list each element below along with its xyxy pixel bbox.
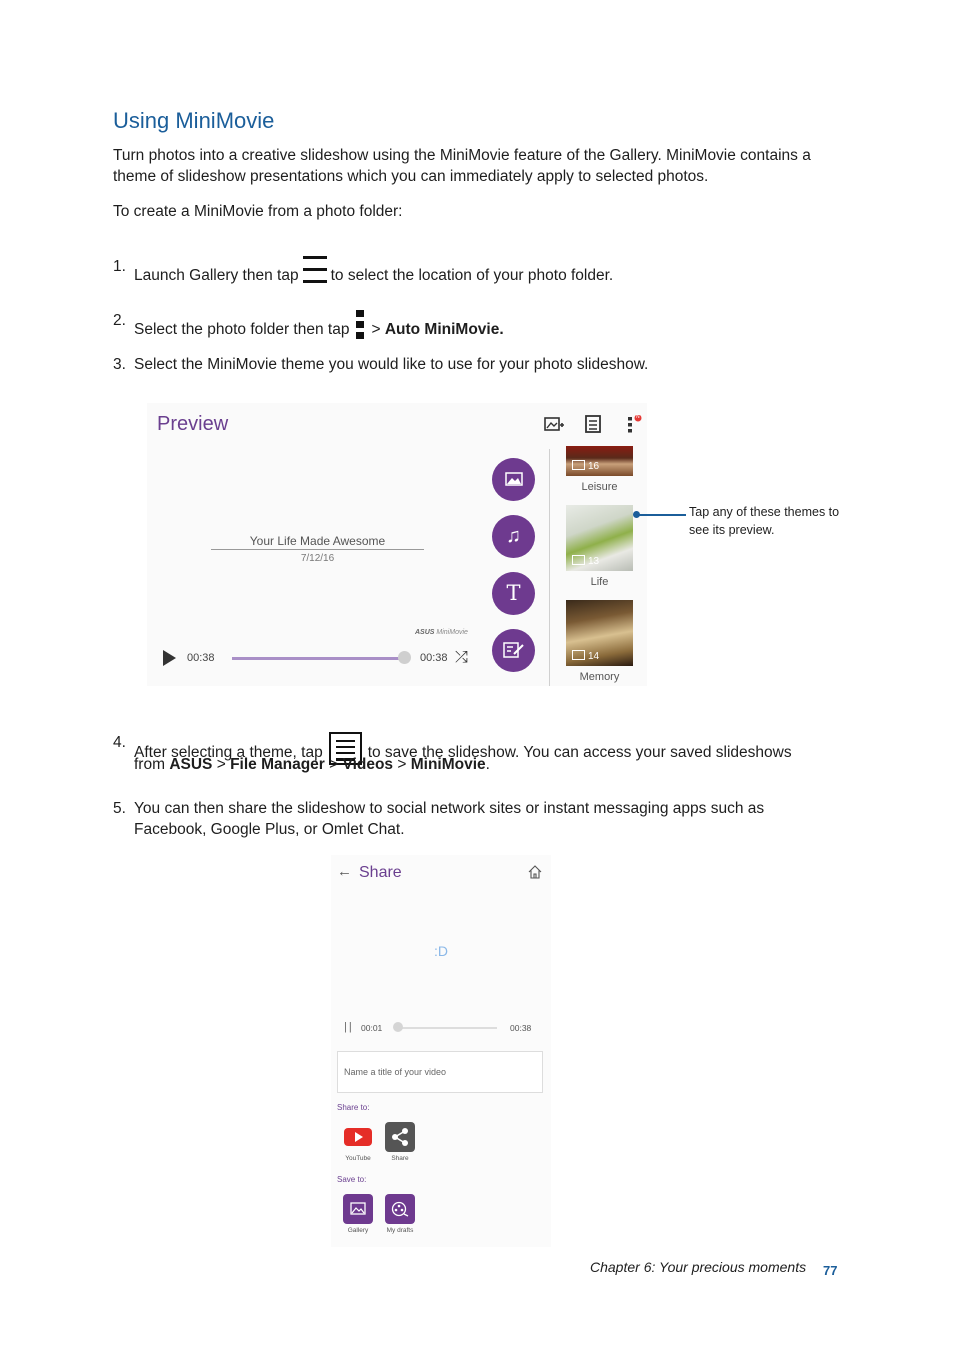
theme-label-memory: Memory (579, 671, 620, 683)
theme-thumbnail-life[interactable]: 13 (566, 505, 633, 571)
intro-instruction: To create a MiniMovie from a photo folder: (113, 203, 403, 220)
progress-knob[interactable] (398, 651, 411, 664)
video-preview: :D (434, 943, 448, 959)
time-total: 00:38 (420, 652, 448, 664)
menu-icon (303, 256, 327, 284)
share-progress-knob[interactable] (393, 1022, 403, 1032)
gallery-label: Gallery (347, 1227, 369, 1234)
share-app[interactable] (385, 1122, 415, 1152)
gallery-app[interactable] (343, 1194, 373, 1224)
image-icon[interactable] (492, 458, 535, 501)
more-icon[interactable] (625, 415, 645, 433)
share-to-label: Share to: (337, 1103, 370, 1112)
intro-paragraph: Turn photos into a creative slideshow using the MiniMovie feature of the Gallery. MiniMovie contains a theme of slideshow presentations which you can immediately apply to selected photos. (113, 147, 811, 185)
theme-thumbnail-leisure[interactable]: 16 (566, 446, 633, 476)
theme-label-life: Life (590, 576, 609, 588)
play-icon[interactable] (163, 650, 176, 666)
preview-title: Preview (157, 413, 229, 435)
more-options-icon (356, 310, 364, 340)
my-drafts-app[interactable] (385, 1194, 415, 1224)
chapter-footer: Chapter 6: Your precious moments (590, 1259, 807, 1275)
share-label: Share (391, 1155, 409, 1162)
video-title: Your Life Made Awesome (211, 534, 424, 550)
back-arrow-icon[interactable]: ← (337, 863, 352, 880)
theme-thumbnail-memory[interactable]: 14 (566, 600, 633, 666)
preview-divider (549, 449, 550, 686)
add-photo-icon[interactable] (544, 415, 564, 433)
time-elapsed: 00:38 (187, 652, 215, 664)
youtube-app[interactable] (343, 1122, 373, 1152)
video-title-input[interactable]: Name a title of your video (337, 1051, 543, 1093)
share-title: Share (359, 864, 402, 881)
share-time-elapsed: 00:01 (361, 1023, 383, 1033)
callout-line (636, 514, 686, 516)
text-icon[interactable]: T (492, 572, 535, 615)
youtube-icon (343, 1122, 373, 1152)
pause-icon[interactable]: || (344, 1021, 354, 1033)
edit-transition-icon[interactable] (492, 629, 535, 672)
share-time-total: 00:38 (510, 1023, 532, 1033)
my-drafts-label: My drafts (386, 1227, 414, 1234)
save-icon[interactable] (584, 415, 604, 433)
progress-track[interactable] (232, 657, 404, 660)
gallery-icon (343, 1194, 373, 1224)
theme-label-leisure: Leisure (581, 481, 618, 493)
film-reel-icon (385, 1194, 415, 1224)
video-date: 7/12/16 (300, 553, 335, 564)
callout-text: Tap any of these themes to see its preview. (689, 505, 840, 537)
music-note-icon[interactable]: ♫ (492, 515, 535, 558)
notification-badge: N (636, 414, 640, 420)
page-number: 77 (823, 1263, 838, 1278)
home-icon[interactable] (528, 865, 542, 879)
preview-screenshot (147, 403, 647, 686)
shuffle-icon[interactable]: ⤮ (455, 649, 468, 666)
share-screenshot (331, 855, 551, 1247)
brand-watermark: ASUS MiniMovie (415, 629, 468, 636)
save-to-label: Save to: (337, 1175, 367, 1184)
youtube-label: YouTube (345, 1155, 371, 1162)
share-progress-track[interactable] (398, 1027, 497, 1029)
section-title: Using MiniMovie (113, 108, 275, 133)
callout-dot (633, 511, 640, 518)
share-icon (385, 1122, 415, 1152)
